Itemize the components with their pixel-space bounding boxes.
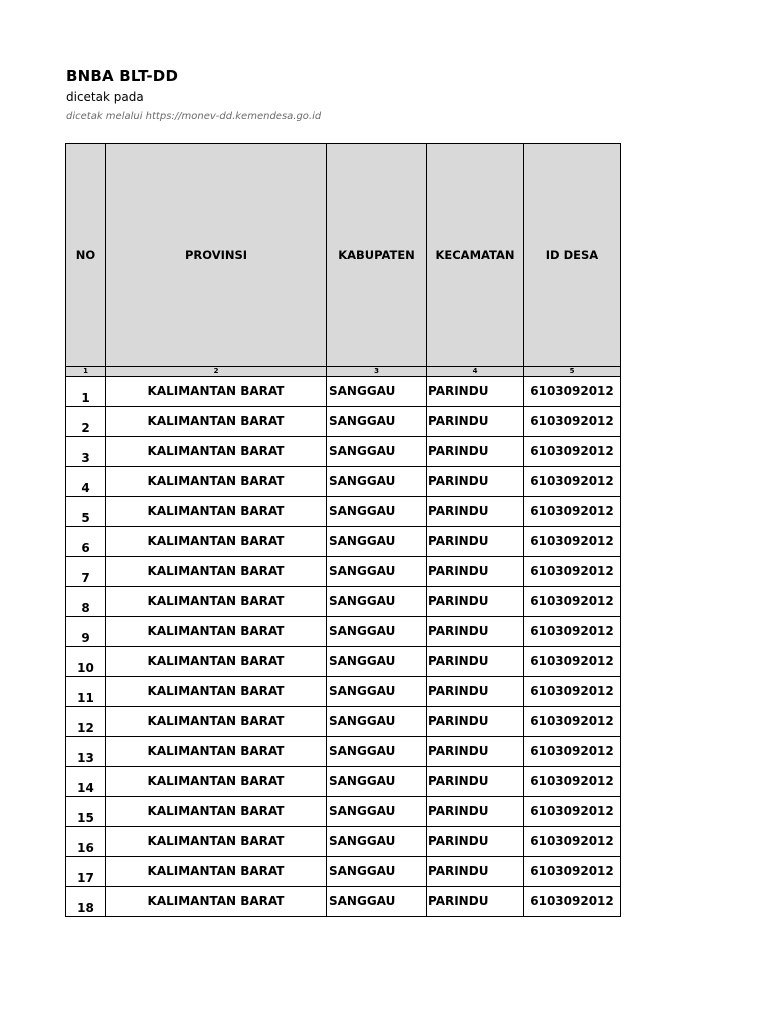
cell-kabupaten: SANGGAU — [327, 407, 427, 437]
cell-id-desa: 6103092012 — [524, 587, 621, 617]
cell-no: 15 — [66, 797, 106, 827]
cell-kabupaten: SANGGAU — [327, 527, 427, 557]
cell-kecamatan: PARINDU — [427, 557, 524, 587]
cell-id-desa: 6103092012 — [524, 737, 621, 767]
cell-id-desa: 6103092012 — [524, 377, 621, 407]
column-header-id-desa: ID DESA — [524, 144, 621, 367]
cell-no: 6 — [66, 527, 106, 557]
cell-kecamatan: PARINDU — [427, 737, 524, 767]
cell-provinsi: KALIMANTAN BARAT — [106, 587, 327, 617]
document-title: BNBA BLT-DD — [66, 67, 179, 85]
cell-provinsi: KALIMANTAN BARAT — [106, 737, 327, 767]
cell-provinsi: KALIMANTAN BARAT — [106, 527, 327, 557]
column-header-provinsi: PROVINSI — [106, 144, 327, 367]
cell-kecamatan: PARINDU — [427, 377, 524, 407]
cell-no: 14 — [66, 767, 106, 797]
cell-id-desa: 6103092012 — [524, 407, 621, 437]
column-number: 1 — [66, 367, 106, 377]
table-header-row — [66, 144, 621, 367]
cell-no: 7 — [66, 557, 106, 587]
cell-id-desa: 6103092012 — [524, 557, 621, 587]
cell-no: 8 — [66, 587, 106, 617]
cell-id-desa: 6103092012 — [524, 497, 621, 527]
cell-provinsi: KALIMANTAN BARAT — [106, 797, 327, 827]
cell-kabupaten: SANGGAU — [327, 827, 427, 857]
cell-id-desa: 6103092012 — [524, 857, 621, 887]
table-row — [66, 407, 621, 437]
cell-kabupaten: SANGGAU — [327, 377, 427, 407]
cell-id-desa: 6103092012 — [524, 887, 621, 917]
cell-kecamatan: PARINDU — [427, 827, 524, 857]
cell-kabupaten: SANGGAU — [327, 497, 427, 527]
table-row — [66, 737, 621, 767]
cell-provinsi: KALIMANTAN BARAT — [106, 377, 327, 407]
source-note: dicetak melalui https://monev-dd.kemendesa.go.id — [66, 111, 322, 122]
cell-id-desa: 6103092012 — [524, 677, 621, 707]
cell-kecamatan: PARINDU — [427, 527, 524, 557]
table-row — [66, 857, 621, 887]
cell-kecamatan: PARINDU — [427, 767, 524, 797]
cell-kecamatan: PARINDU — [427, 407, 524, 437]
cell-kabupaten: SANGGAU — [327, 737, 427, 767]
cell-no: 18 — [66, 887, 106, 917]
cell-kecamatan: PARINDU — [427, 647, 524, 677]
cell-no: 5 — [66, 497, 106, 527]
cell-kabupaten: SANGGAU — [327, 587, 427, 617]
cell-kecamatan: PARINDU — [427, 617, 524, 647]
cell-provinsi: KALIMANTAN BARAT — [106, 677, 327, 707]
cell-id-desa: 6103092012 — [524, 797, 621, 827]
cell-kecamatan: PARINDU — [427, 797, 524, 827]
cell-provinsi: KALIMANTAN BARAT — [106, 617, 327, 647]
cell-id-desa: 6103092012 — [524, 467, 621, 497]
cell-id-desa: 6103092012 — [524, 527, 621, 557]
cell-kabupaten: SANGGAU — [327, 647, 427, 677]
cell-provinsi: KALIMANTAN BARAT — [106, 857, 327, 887]
cell-kecamatan: PARINDU — [427, 467, 524, 497]
column-number-row — [66, 367, 621, 377]
cell-kabupaten: SANGGAU — [327, 617, 427, 647]
cell-id-desa: 6103092012 — [524, 617, 621, 647]
table-row — [66, 647, 621, 677]
cell-kecamatan: PARINDU — [427, 707, 524, 737]
cell-provinsi: KALIMANTAN BARAT — [106, 467, 327, 497]
cell-kecamatan: PARINDU — [427, 677, 524, 707]
cell-kecamatan: PARINDU — [427, 497, 524, 527]
cell-provinsi: KALIMANTAN BARAT — [106, 887, 327, 917]
cell-kabupaten: SANGGAU — [327, 557, 427, 587]
column-number: 3 — [327, 367, 427, 377]
cell-id-desa: 6103092012 — [524, 647, 621, 677]
cell-kabupaten: SANGGAU — [327, 797, 427, 827]
cell-no: 16 — [66, 827, 106, 857]
table-row — [66, 437, 621, 467]
table-row — [66, 377, 621, 407]
cell-provinsi: KALIMANTAN BARAT — [106, 557, 327, 587]
cell-no: 17 — [66, 857, 106, 887]
table-row — [66, 497, 621, 527]
cell-id-desa: 6103092012 — [524, 827, 621, 857]
table-body — [66, 377, 621, 917]
table-row — [66, 617, 621, 647]
cell-id-desa: 6103092012 — [524, 437, 621, 467]
beneficiary-table — [65, 143, 621, 917]
cell-provinsi: KALIMANTAN BARAT — [106, 437, 327, 467]
table-row — [66, 887, 621, 917]
cell-provinsi: KALIMANTAN BARAT — [106, 407, 327, 437]
column-header-kecamatan: KECAMATAN — [427, 144, 524, 367]
cell-kecamatan: PARINDU — [427, 857, 524, 887]
cell-kabupaten: SANGGAU — [327, 857, 427, 887]
cell-kabupaten: SANGGAU — [327, 767, 427, 797]
cell-no: 2 — [66, 407, 106, 437]
table-row — [66, 827, 621, 857]
column-header-no: NO — [66, 144, 106, 367]
column-number: 5 — [524, 367, 621, 377]
cell-provinsi: KALIMANTAN BARAT — [106, 827, 327, 857]
table-row — [66, 767, 621, 797]
cell-provinsi: KALIMANTAN BARAT — [106, 707, 327, 737]
cell-no: 9 — [66, 617, 106, 647]
cell-kecamatan: PARINDU — [427, 437, 524, 467]
cell-no: 13 — [66, 737, 106, 767]
cell-kabupaten: SANGGAU — [327, 677, 427, 707]
cell-no: 12 — [66, 707, 106, 737]
cell-no: 3 — [66, 437, 106, 467]
cell-kecamatan: PARINDU — [427, 887, 524, 917]
table-row — [66, 587, 621, 617]
cell-kabupaten: SANGGAU — [327, 887, 427, 917]
table-row — [66, 557, 621, 587]
cell-no: 1 — [66, 377, 106, 407]
cell-provinsi: KALIMANTAN BARAT — [106, 647, 327, 677]
table-row — [66, 527, 621, 557]
column-number: 2 — [106, 367, 327, 377]
table-row — [66, 707, 621, 737]
cell-no: 4 — [66, 467, 106, 497]
column-header-kabupaten: KABUPATEN — [327, 144, 427, 367]
cell-kabupaten: SANGGAU — [327, 707, 427, 737]
cell-provinsi: KALIMANTAN BARAT — [106, 497, 327, 527]
cell-kecamatan: PARINDU — [427, 587, 524, 617]
print-date-label: dicetak pada — [66, 90, 144, 104]
table-row — [66, 797, 621, 827]
cell-kabupaten: SANGGAU — [327, 467, 427, 497]
cell-id-desa: 6103092012 — [524, 707, 621, 737]
cell-no: 11 — [66, 677, 106, 707]
cell-provinsi: KALIMANTAN BARAT — [106, 767, 327, 797]
cell-no: 10 — [66, 647, 106, 677]
cell-id-desa: 6103092012 — [524, 767, 621, 797]
cell-kabupaten: SANGGAU — [327, 437, 427, 467]
table-row — [66, 677, 621, 707]
column-number: 4 — [427, 367, 524, 377]
table-row — [66, 467, 621, 497]
